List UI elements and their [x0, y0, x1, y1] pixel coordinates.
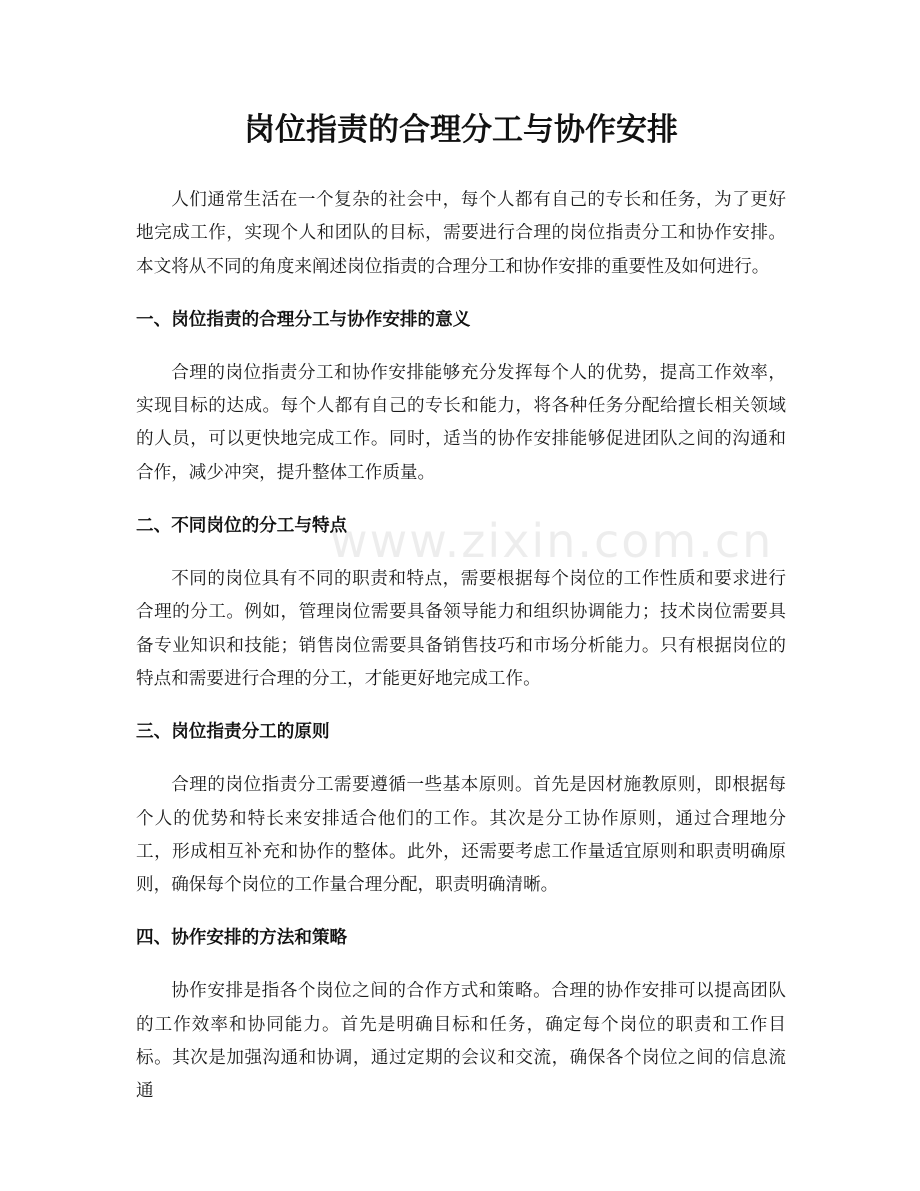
section-heading: 二、不同岗位的分工与特点 — [136, 516, 348, 537]
section-heading: 一、岗位指责的合理分工与协作安排的意义 — [136, 309, 471, 330]
section-heading: 四、协作安排的方法和策略 — [136, 928, 348, 949]
watermark: www.zixin.com.cn — [330, 514, 774, 568]
section-heading: 三、岗位指责分工的原则 — [136, 722, 330, 743]
section-paragraph: 合理的岗位指责分工和协作安排能够充分发挥每个人的优势，提高工作效率，实现目标的达成。每个人都有自己的专长和能力，将各种任务分配给擅长相关领域的人员，可以更快地完成工作。同时，适当的协作安排能够促进团队之间的沟通和合作，减少冲突，提升整体工作质量。 — [136, 362, 786, 483]
document-title: 岗位指责的合理分工与协作安排 — [244, 112, 678, 148]
document-body — [136, 184, 786, 1109]
section-paragraph: 不同的岗位具有不同的职责和特点，需要根据每个岗位的工作性质和要求进行合理的分工。例如，管理岗位需要具备领导能力和组织协调能力；技术岗位需要具备专业知识和技能；销售岗位需要具备销售技巧和市场分析能力。只有根据岗位的特点和需要进行合理的分工，才能更好地完成工作。 — [136, 569, 786, 689]
section-paragraph: 协作安排是指各个岗位之间的合作方式和策略。合理的协作安排可以提高团队的工作效率和协同能力。首先是明确目标和任务，确定每个岗位的职责和工作目标。其次是加强沟通和协调，通过定期的会议和交流，确保各个岗位之间的信息流通 — [136, 981, 786, 1102]
section-paragraph: 合理的岗位指责分工需要遵循一些基本原则。首先是因材施教原则，即根据每个人的优势和特长来安排适合他们的工作。其次是分工协作原则，通过合理地分工，形成相互补充和协作的整体。此外，还需要考虑工作量适宜原则和职责明确原则，确保每个岗位的工作量合理分配，职责明确清晰。 — [136, 775, 786, 896]
intro-paragraph: 人们通常生活在一个复杂的社会中，每个人都有自己的专长和任务，为了更好地完成工作，实现个人和团队的目标，需要进行合理的岗位指责分工和协作安排。本文将从不同的角度来阐述岗位指责的合理分工和协作安排的重要性及如何进行。 — [136, 190, 786, 277]
